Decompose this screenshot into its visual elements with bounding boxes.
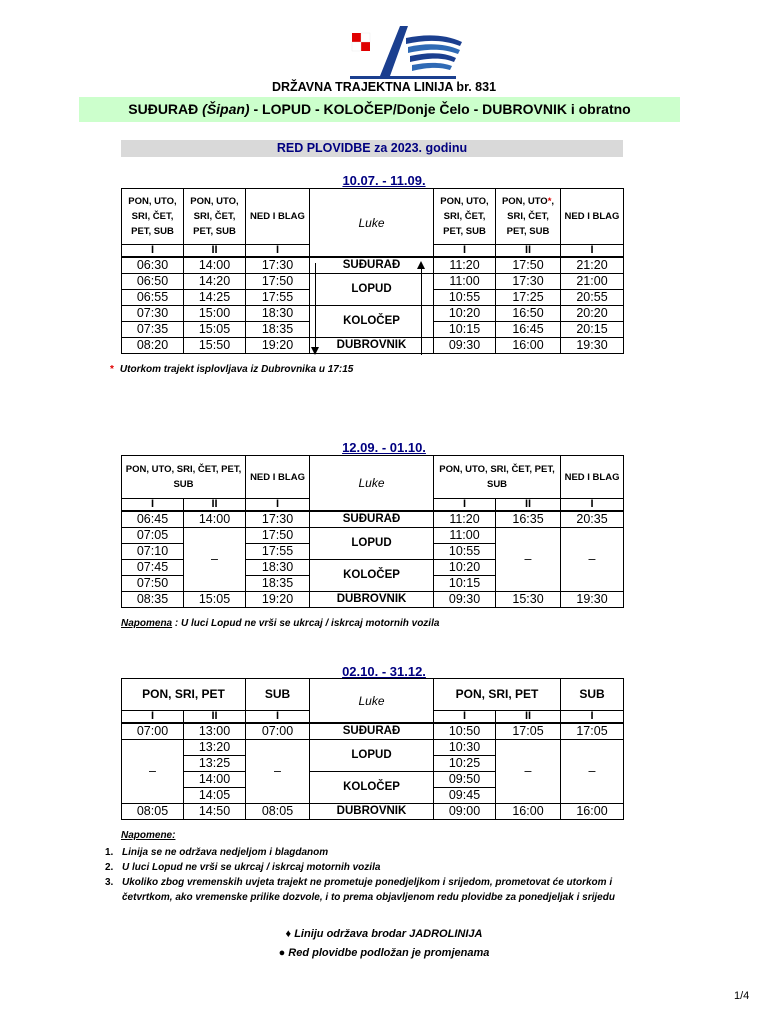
time-cell: 10:20 [434,560,496,576]
port-kolocep: KOLOČEP [310,560,434,592]
port-suduradj: SUĐURAĐ [310,257,434,274]
timetable-3 [121,678,624,820]
route-part1: SUĐURAĐ [128,101,203,117]
dash-cell: – [246,740,310,804]
time-cell: 16:45 [496,322,561,338]
time-cell: 17:50 [496,257,561,274]
header-cell: SUB [246,679,310,711]
port-dubrovnik: DUBROVNIK [310,804,434,820]
time-cell: 17:50 [246,528,310,544]
time-cell: 14:20 [184,274,246,290]
time-cell: 21:20 [561,257,624,274]
napomene-label-text: Napomene: [121,830,176,841]
time-cell: 10:50 [434,723,496,740]
route-part2: - LOPUD - KOLOČEP/Donje Čelo - DUBROVNIK i obratno [249,101,631,117]
arrow-down-icon [315,263,316,353]
roman-cell: I [561,711,624,724]
roman-cell: II [184,499,246,512]
time-cell: 10:15 [434,322,496,338]
header-cell: PON, UTO, SRI, ČET, PET, SUB [122,456,246,499]
time-cell: 08:05 [246,804,310,820]
period-title-3: 02.10. - 31.12. [342,664,426,679]
port-dubrovnik: DUBROVNIK [310,338,434,354]
time-cell: 19:20 [246,592,310,608]
roman-cell: II [184,245,246,258]
table-row [122,257,624,274]
header-text: , SRI, ČET, PET, SUB [506,196,555,237]
list-number: 2. [105,862,114,873]
time-cell: 14:50 [184,804,246,820]
time-cell: 06:30 [122,257,184,274]
time-cell: 06:50 [122,274,184,290]
time-cell: 17:50 [246,274,310,290]
schedule-title: RED PLOVIDBE za 2023. godinu [121,140,623,157]
time-cell: 09:30 [434,592,496,608]
time-cell: 10:55 [434,544,496,560]
time-cell: 11:00 [434,274,496,290]
period-title-1: 10.07. - 11.09. [342,173,426,188]
dash-cell: – [496,528,561,592]
time-cell: 16:50 [496,306,561,322]
list-item [105,845,615,860]
napomene-list [105,845,615,905]
time-cell: 07:30 [122,306,184,322]
dash-cell: – [561,528,624,592]
roman-cell: I [122,711,184,724]
time-cell: 18:30 [246,306,310,322]
time-cell: 15:50 [184,338,246,354]
time-cell: 06:55 [122,290,184,306]
table1-note [110,364,353,375]
roman-cell: I [561,499,624,512]
time-cell: 20:15 [561,322,624,338]
time-cell: 17:05 [496,723,561,740]
table-row [122,740,624,756]
roman-cell: I [434,711,496,724]
table-row [122,511,624,528]
time-cell: 14:00 [184,511,246,528]
time-cell: 17:25 [496,290,561,306]
asterisk-mark: * [547,196,552,207]
time-cell: 11:20 [434,511,496,528]
table-row [122,528,624,544]
header-cell [496,189,561,245]
time-cell: 11:20 [434,257,496,274]
time-cell: 17:30 [496,274,561,290]
time-cell: 19:20 [246,338,310,354]
port-suduradj: SUĐURAĐ [310,723,434,740]
asterisk-mark: * [110,364,114,375]
time-cell: 20:55 [561,290,624,306]
time-cell: 17:05 [561,723,624,740]
port-kolocep: KOLOČEP [310,772,434,804]
time-cell: 17:30 [246,511,310,528]
time-cell: 08:05 [122,804,184,820]
roman-cell: I [434,245,496,258]
port-suduradj: SUĐURAĐ [310,511,434,528]
time-cell: 18:35 [246,322,310,338]
time-cell: 10:30 [434,740,496,756]
list-item [105,875,615,890]
header-cell: PON, SRI, PET [122,679,246,711]
table-row [122,274,624,290]
time-cell: 14:05 [184,788,246,804]
port-lopud: LOPUD [310,740,434,772]
route-title [79,97,680,122]
table-row [122,338,624,354]
table2-note-text: : U luci Lopud ne vrši se ukrcaj / iskrcaj motornih vozila [172,618,440,629]
time-cell: 08:20 [122,338,184,354]
time-cell: 07:00 [246,723,310,740]
napomene-label [121,830,175,841]
time-cell: 10:20 [434,306,496,322]
time-cell: 10:25 [434,756,496,772]
table-row [122,804,624,820]
time-cell: 15:30 [496,592,561,608]
roman-cell: I [122,499,184,512]
time-cell: 20:20 [561,306,624,322]
list-text: Linija se ne održava nedjeljom i blagdanom [122,847,329,858]
roman-cell: II [496,245,561,258]
time-cell: 15:00 [184,306,246,322]
time-cell: 09:50 [434,772,496,788]
list-number [105,890,122,905]
roman-cell: I [122,245,184,258]
time-cell: 13:00 [184,723,246,740]
timetable-1 [121,188,624,354]
port-kolocep: KOLOČEP [310,306,434,338]
time-cell: 10:55 [434,290,496,306]
time-cell: 07:45 [122,560,184,576]
time-cell: 15:05 [184,592,246,608]
table2-note-label: Napomena [121,618,173,629]
port-dubrovnik: DUBROVNIK [310,592,434,608]
time-cell: 07:05 [122,528,184,544]
time-cell: 07:50 [122,576,184,592]
list-item [105,860,615,875]
time-cell: 14:25 [184,290,246,306]
time-cell: 10:15 [434,576,496,592]
list-number: 3. [105,877,114,888]
time-cell: 09:00 [434,804,496,820]
footer-disclaimer: ● Red plovidbe podložan je promjenama [278,947,490,959]
header-text: PON, UTO [501,196,548,207]
time-cell: 13:25 [184,756,246,772]
roman-cell: I [561,245,624,258]
page-number: 1/4 [734,990,750,1002]
roman-cell: I [246,245,310,258]
dash-cell: – [561,740,624,804]
time-cell: 17:30 [246,257,310,274]
jadrolinija-logo [350,20,466,80]
time-cell: 19:30 [561,592,624,608]
time-cell: 08:35 [122,592,184,608]
list-text: Ukoliko zbog vremenskih uvjeta trajekt ne prometuje ponedjeljkom i srijedom, prometovat će utorkom i [122,877,613,888]
time-cell: 09:30 [434,338,496,354]
roman-cell: II [184,711,246,724]
time-cell: 18:30 [246,560,310,576]
header-cell: NED I BLAG [561,456,624,499]
list-number: 1. [105,847,114,858]
list-text: četvrtkom, ako vremenske prilike dozvole, i to prema objavljenom redu plovidbe za ponedjeljak i srijedu [122,892,615,903]
dash-cell: – [496,740,561,804]
list-item [105,890,615,905]
header-cell: PON, UTO, SRI, ČET, PET, SUB [184,189,246,245]
header-cell: PON, UTO, SRI, ČET, PET, SUB [434,189,496,245]
port-lopud: LOPUD [310,274,434,306]
header-cell: PON, UTO, SRI, ČET, PET, SUB [434,456,561,499]
time-cell: 14:00 [184,772,246,788]
time-cell: 11:00 [434,528,496,544]
time-cell: 16:00 [496,804,561,820]
time-cell: 20:35 [561,511,624,528]
header-cell: PON, SRI, PET [434,679,561,711]
header-cell: NED I BLAG [246,456,310,499]
table2-note [121,618,439,629]
roman-cell: II [496,711,561,724]
table-row [122,306,624,322]
route-italic: (Šipan) [202,101,250,117]
time-cell: 07:35 [122,322,184,338]
timetable-2 [121,455,624,608]
luke-header: Luke [310,679,434,724]
time-cell: 18:35 [246,576,310,592]
list-text: U luci Lopud ne vrši se ukrcaj / iskrcaj motornih vozila [122,862,381,873]
time-cell: 13:20 [184,740,246,756]
time-cell: 07:00 [122,723,184,740]
header-cell: SUB [561,679,624,711]
arrow-up-icon [421,263,422,355]
time-cell: 06:45 [122,511,184,528]
page-title: DRŽAVNA TRAJEKTNA LINIJA br. 831 [271,80,497,94]
time-cell: 14:00 [184,257,246,274]
dash-cell: – [122,740,184,804]
footer-operator: ♦ Liniju održava brodar JADROLINIJA [285,928,483,940]
time-cell: 16:00 [496,338,561,354]
dash-cell: – [184,528,246,592]
time-cell: 09:45 [434,788,496,804]
header-cell: NED I BLAG [561,189,624,245]
time-cell: 17:55 [246,544,310,560]
table1-note-text: Utorkom trajekt isplovljava iz Dubrovnika u 17:15 [119,364,354,375]
time-cell: 16:35 [496,511,561,528]
time-cell: 17:55 [246,290,310,306]
luke-header: Luke [310,456,434,512]
time-cell: 16:00 [561,804,624,820]
header-cell: NED I BLAG [246,189,310,245]
table-row [122,592,624,608]
time-cell: 21:00 [561,274,624,290]
roman-cell: II [496,499,561,512]
port-lopud: LOPUD [310,528,434,560]
roman-cell: I [246,499,310,512]
luke-header: Luke [310,189,434,258]
period-title-2: 12.09. - 01.10. [342,440,426,455]
time-cell: 07:10 [122,544,184,560]
time-cell: 19:30 [561,338,624,354]
roman-cell: I [246,711,310,724]
time-cell: 15:05 [184,322,246,338]
roman-cell: I [434,499,496,512]
table-row [122,723,624,740]
header-cell: PON, UTO, SRI, ČET, PET, SUB [122,189,184,245]
